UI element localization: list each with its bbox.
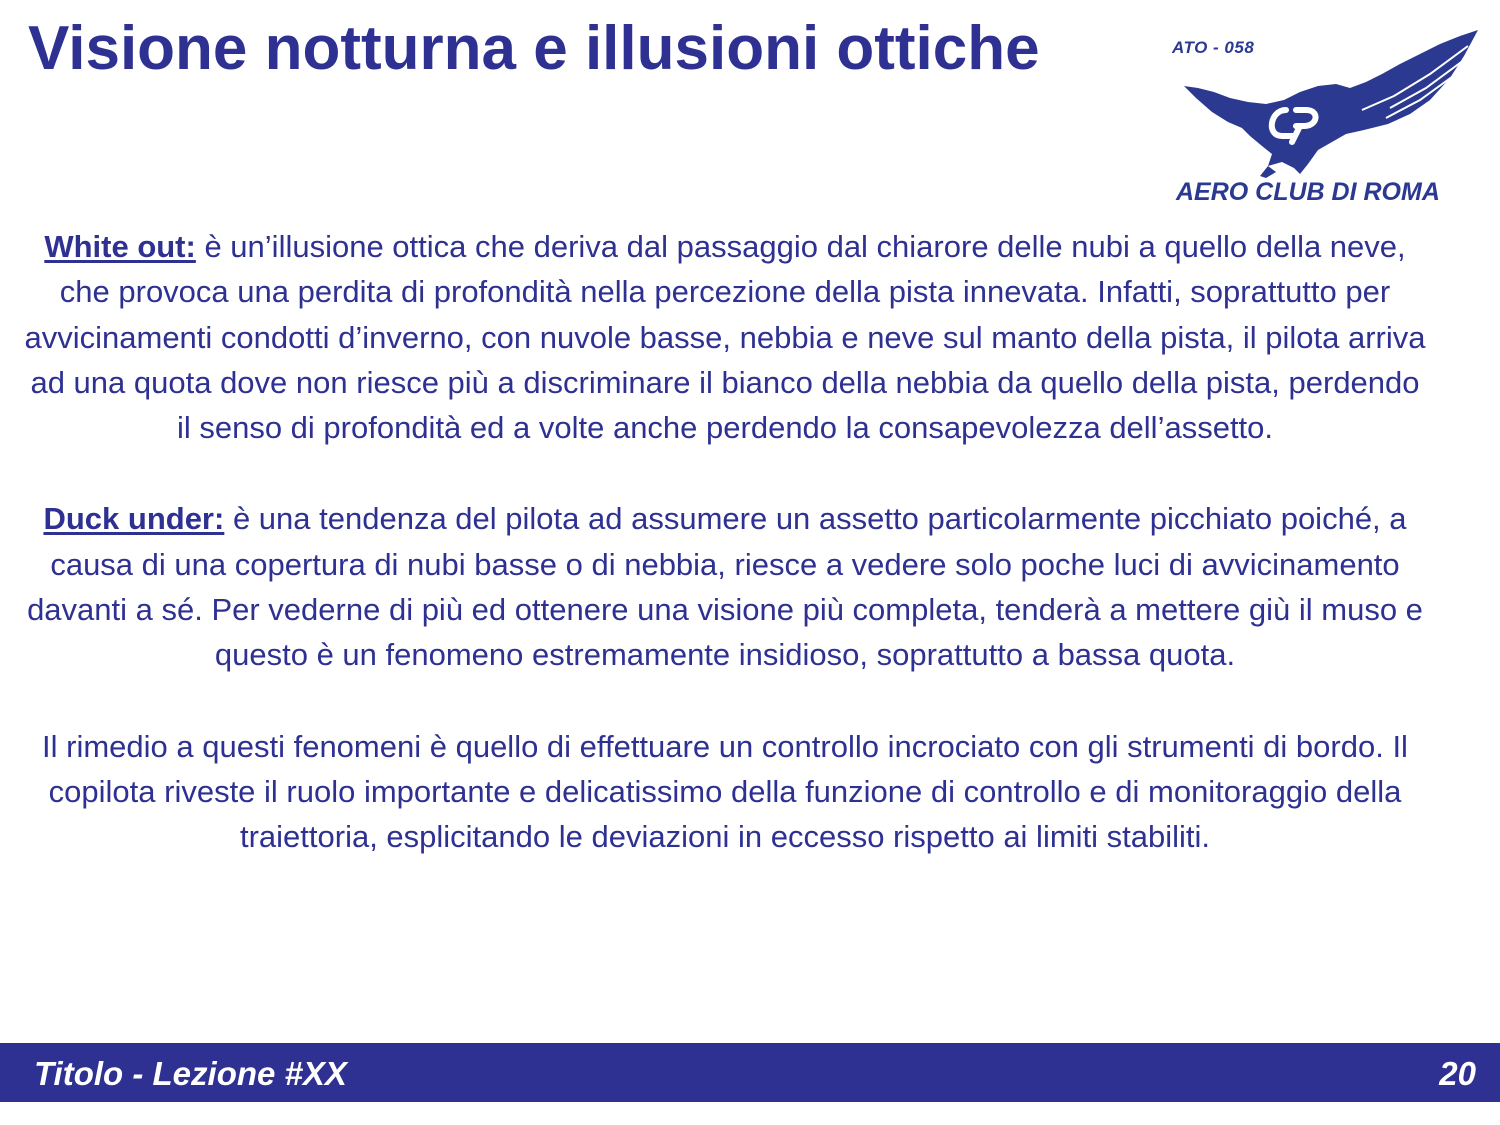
slide-body bbox=[20, 224, 1430, 906]
aero-club-logo bbox=[1168, 26, 1480, 210]
footer-bar bbox=[0, 1043, 1500, 1102]
logo-name: AERO CLUB DI ROMA bbox=[1176, 178, 1440, 206]
logo-code: ATO - 058 bbox=[1172, 38, 1255, 57]
remedy-text: Il rimedio a questi fenomeni è quello di effettuare un controllo incrociato con gli strumenti di bordo. Il copilota riveste il ruolo importante e delicatissimo della funzione di controllo e di monitoraggio della traiettoria, esplicitando le deviazioni in eccesso rispetto ai limiti stabiliti. bbox=[42, 728, 1408, 855]
page-number: 20 bbox=[1439, 1055, 1476, 1092]
slide-title: Visione notturna e illusioni ottiche bbox=[28, 14, 1040, 83]
duck-under-paragraph bbox=[20, 496, 1430, 677]
white-out-paragraph bbox=[20, 224, 1430, 450]
white-out-term: White out: bbox=[44, 229, 196, 264]
duck-under-term: Duck under: bbox=[43, 501, 225, 537]
white-out-text: è un’illusione ottica che deriva dal passaggio dal chiarore delle nubi a quello della neve, che provoca una perdita di profondità nella percezione della pista innevata. Infatti, soprattutto per avvicinamenti condotti d’inverno, con nuvole basse, nebbia e neve sul manto della pista, il pilota arriva ad una quota dove non riesce più a discriminare il bianco della nebbia da quello della pista, perdendo il senso di profondità ed a volte anche perdendo la consapevolezza dell’assetto. bbox=[24, 229, 1426, 446]
remedy-paragraph bbox=[20, 724, 1430, 860]
duck-under-text: è una tendenza del pilota ad assumere un assetto particolarmente picchiato poiché, a causa di una copertura di nubi basse o di nebbia, riesce a vedere solo poche luci di avvicinamento davanti a sé. Per vederne di più ed ottenere una visione più completa, tenderà a mettere giù il muso e questo è un fenomeno estremamente insidioso, soprattutto a bassa quota. bbox=[27, 501, 1423, 673]
footer-title: Titolo - Lezione #XX bbox=[34, 1055, 347, 1092]
